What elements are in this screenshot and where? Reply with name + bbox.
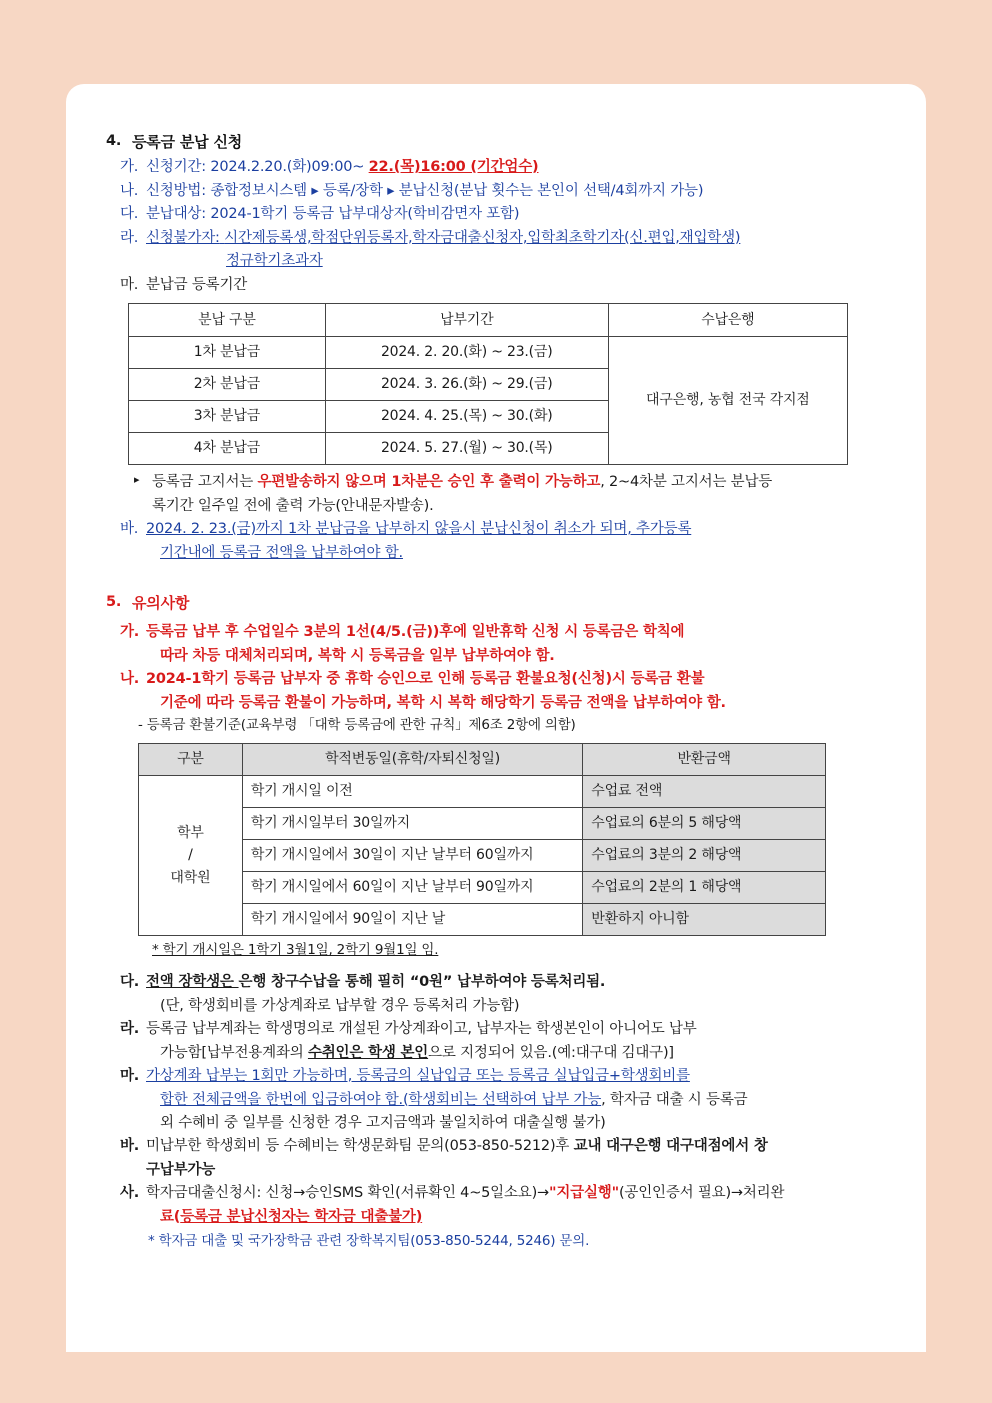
item-5-ma-line1: 가상계좌 납부는 1회만 가능하며, 등록금의 실납입금 또는 등록금 실납입금+학생회비를 — [146, 1068, 690, 1085]
section-4-title: 등록금 분납 신청 — [132, 133, 243, 151]
item-5-da-marker: 다. — [120, 974, 140, 991]
item-4-ra-line2: 정규학기초과자 — [226, 253, 323, 270]
section-4-heading — [106, 130, 886, 156]
refund-group-cell — [139, 776, 243, 936]
item-4-ga-marker: 가. — [120, 159, 139, 176]
item-5-ma-line2 — [160, 1089, 886, 1112]
item-5-ma-marker: 마. — [120, 1068, 140, 1085]
refund-row5-condition: 학기 개시일에서 90일이 지난 날 — [242, 904, 582, 936]
pay-row3-period: 2024. 4. 25.(목) ~ 30.(화) — [325, 401, 608, 433]
item-5-da-line1-b: 은행 창구수납을 통해 필히 “0원” 납부하여야 등록처리됨. — [238, 974, 606, 991]
item-5-na-line2: 기준에 따라 등록금 환불이 가능하며, 복학 시 복학 해당학기 등록금 전액을 납부하여야 함. — [160, 694, 726, 711]
item-4-ga — [120, 156, 886, 179]
item-5-ra-line2-c: 으로 지정되어 있음.(예:대구대 김대구)] — [428, 1044, 674, 1061]
pay-row1-period: 2024. 2. 20.(화) ~ 23.(금) — [325, 337, 608, 369]
item-5-na — [120, 668, 886, 715]
refund-row2-condition: 학기 개시일부터 30일까지 — [242, 808, 582, 840]
triangle-bullet-icon: ▸ — [134, 473, 140, 487]
item-4-ra-label: 신청불가자: — [146, 229, 220, 246]
refund-row4-amount: 수업료의 2분의 1 해당액 — [583, 872, 826, 904]
table-row — [139, 904, 826, 936]
refund-row1-amount: 수업료 전액 — [583, 776, 826, 808]
item-4-ra-line1 — [146, 230, 740, 246]
item-4-ra — [120, 227, 886, 274]
pay-row3-division: 3차 분납금 — [129, 401, 326, 433]
refund-th-amount: 반환금액 — [583, 744, 826, 776]
section-4-number: 4. — [106, 133, 122, 149]
refund-standard-caption: - 등록금 환불기준(교육부령 「대학 등록금에 관한 규칙」제6조 2항에 의함) — [138, 717, 576, 734]
item-4-ma-marker: 마. — [120, 276, 139, 293]
pay-row2-division: 2차 분납금 — [129, 369, 326, 401]
item-5-sa-line2-a: 료( — [160, 1208, 181, 1225]
item-5-ga-line1: 등록금 납부 후 수업일수 3분의 1선(4/5.(금))후에 일반휴학 신청 시 등록금은 학칙에 — [146, 624, 685, 641]
item-5-na-marker: 나. — [120, 671, 140, 688]
item-4-ra-body — [146, 227, 886, 274]
refund-standard-table — [138, 743, 826, 936]
item-4-na-label: 신청방법: — [146, 182, 206, 199]
refund-group-line3: 대학원 — [170, 870, 211, 887]
item-5-ga-line2: 따라 차등 대체처리되며, 복학 시 등록금을 일부 납부하여야 함. — [160, 647, 555, 664]
document-body — [106, 130, 886, 1253]
item-5-ma-line3: 외 수혜비 중 일부를 신청한 경우 고지금액과 불일치하여 대출실행 불가) — [160, 1115, 606, 1131]
item-4-ba-marker: 바. — [120, 521, 139, 538]
item-5-ra-line2-b: 수취인은 학생 본인 — [307, 1044, 429, 1061]
pay-th-division: 분납 구분 — [129, 304, 326, 337]
item-5-ra-line1: 등록금 납부계좌는 학생명의로 개설된 가상계좌이고, 납부자는 학생본인이 아니어도 납부 — [146, 1021, 697, 1038]
item-5-da-line1 — [146, 971, 886, 994]
item-4-ga-label: 신청기간: — [146, 159, 206, 176]
item-5-ma — [120, 1065, 886, 1135]
table-header-row — [139, 744, 826, 776]
item-4-da-marker: 다. — [120, 206, 139, 223]
item-4-ra-marker: 라. — [120, 229, 139, 246]
pay-th-period: 납부기간 — [325, 304, 608, 337]
note-bullet-4-line2: 록기간 일주일 전에 출력 가능(안내문자발송). — [152, 497, 434, 514]
item-4-ba — [120, 518, 886, 565]
installment-payment-table — [128, 303, 848, 465]
item-5-ga-marker: 가. — [120, 624, 140, 641]
pay-bank-cell: 대구은행, 농협 전국 각지점 — [608, 337, 847, 465]
table-row — [129, 337, 848, 369]
item-4-na-marker: 나. — [120, 182, 139, 199]
refund-th-division: 구분 — [139, 744, 243, 776]
pay-th-bank: 수납은행 — [608, 304, 847, 337]
table-row — [139, 840, 826, 872]
refund-row2-amount: 수업료의 6분의 5 해당액 — [583, 808, 826, 840]
pay-row4-division: 4차 분납금 — [129, 433, 326, 465]
item-4-ga-body — [146, 156, 886, 179]
table-row — [139, 872, 826, 904]
item-4-na-body — [146, 180, 886, 203]
table-row — [139, 776, 826, 808]
item-4-ma — [120, 274, 886, 297]
item-4-na — [120, 180, 886, 203]
item-5-ga — [120, 621, 886, 668]
item-4-na-text: 종합정보시스템 ▸ 등록/장학 ▸ 분납신청(분납 횟수는 본인이 선택/4회까지 가능) — [210, 182, 704, 199]
item-4-ga-text: 2024.2.20.(화)09:00~ — [210, 159, 365, 176]
refund-row5-amount: 반환하지 아니함 — [583, 904, 826, 936]
item-5-sa-line2-b: 등록금 분납신청자는 학자금 대출불가) — [180, 1208, 423, 1225]
section-5-title: 유의사항 — [132, 594, 190, 613]
item-5-sa-line1-c: (공인인증서 필요)→처리완 — [618, 1185, 785, 1202]
refund-row1-condition: 학기 개시일 이전 — [242, 776, 582, 808]
section-5-footnote: * 학자금 대출 및 국가장학금 관련 장학복지팀(053-850-5244, 5246) 문의. — [148, 1233, 590, 1250]
item-5-ra-marker: 라. — [120, 1021, 140, 1038]
item-5-da-line1-a: 전액 장학생은 — [146, 974, 239, 991]
refund-row3-condition: 학기 개시일에서 30일이 지난 날부터 60일까지 — [242, 840, 582, 872]
item-4-da — [120, 203, 886, 226]
item-4-ba-line2: 기간내에 등록금 전액을 납부하여야 함. — [160, 544, 403, 561]
item-5-ba — [120, 1135, 886, 1182]
refund-group-line2: / — [188, 847, 193, 864]
note-bullet-4 — [134, 471, 886, 518]
pay-row1-division: 1차 분납금 — [129, 337, 326, 369]
item-5-ba-line1-a: 미납부한 학생회비 등 수혜비는 학생문화팀 문의(053-850-5212)후 — [146, 1138, 574, 1155]
item-5-sa-line1-a: 학자금대출신청시: 신청→승인SMS 확인(서류확인 4~5일소요)→ — [146, 1185, 549, 1202]
section-5-heading — [106, 591, 886, 617]
refund-table-footnote: * 학기 개시일은 1학기 3월1일, 2학기 9월1일 임. — [152, 942, 439, 959]
item-5-ra-line2-a: 가능함[납부전용계좌의 — [160, 1044, 308, 1061]
item-4-da-body — [146, 203, 886, 226]
item-5-sa-line2 — [160, 1206, 886, 1229]
refund-th-change-date: 학적변동일(휴학/자퇴신청일) — [242, 744, 582, 776]
item-4-ra-text: 시간제등록생,학점단위등록자,학자금대출신청자,입학최초학기자(신.편입,재입학생) — [224, 229, 741, 246]
item-4-ba-line1: 2024. 2. 23.(금)까지 1차 분납금을 납부하지 않을시 분납신청이 취소가 되며, 추가등록 — [146, 521, 692, 538]
refund-row3-amount: 수업료의 3분의 2 해당액 — [583, 840, 826, 872]
refund-group-line1: 학부 — [177, 824, 204, 841]
note-bullet-4-text-b: , 2~4차분 고지서는 분납등 — [600, 474, 773, 491]
item-5-sa-marker: 사. — [120, 1185, 140, 1202]
document-page — [66, 84, 926, 1352]
item-5-da-line2: (단, 학생회비를 가상계좌로 납부할 경우 등록처리 가능함) — [160, 997, 520, 1014]
item-5-ra — [120, 1018, 886, 1065]
item-5-sa — [120, 1182, 886, 1229]
note-bullet-4-text-a: 등록금 고지서는 — [152, 474, 258, 491]
item-5-ma-line2-b: , 학자금 대출 시 등록금 — [601, 1091, 748, 1108]
item-5-sa-line1 — [146, 1182, 886, 1205]
refund-row4-condition: 학기 개시일에서 60일이 지난 날부터 90일까지 — [242, 872, 582, 904]
section-5-number: 5. — [106, 594, 122, 611]
item-4-ga-emphasis: 22.(목)16:00 (기간엄수) — [368, 159, 539, 176]
item-5-na-line1: 2024-1학기 등록금 납부자 중 휴학 승인으로 인해 등록금 환불요청(신청)시 등록금 환불 — [146, 671, 705, 688]
table-row — [139, 808, 826, 840]
item-5-ra-line2 — [160, 1042, 886, 1065]
item-5-sa-line1-b: "지급실행" — [549, 1185, 619, 1202]
item-5-ba-marker: 바. — [120, 1138, 140, 1155]
item-4-da-text: 2024-1학기 등록금 납부대상자(학비감면자 포함) — [210, 206, 520, 223]
item-5-ba-line1-b: 교내 대구은행 대구대점에서 창 — [573, 1138, 768, 1155]
note-bullet-4-emphasis: 우편발송하지 않으며 1차분은 승인 후 출력이 가능하고 — [257, 474, 601, 491]
item-5-ba-line1 — [146, 1135, 886, 1158]
item-5-da — [120, 971, 886, 1018]
table-header-row — [129, 304, 848, 337]
item-4-da-label: 분납대상: — [146, 206, 206, 223]
item-5-ba-line2: 구납부가능 — [146, 1161, 216, 1178]
item-5-ma-line2-a: 합한 전체금액을 한번에 입금하여야 함.(학생회비는 선택하여 납부 가능 — [160, 1091, 602, 1108]
pay-row2-period: 2024. 3. 26.(화) ~ 29.(금) — [325, 369, 608, 401]
item-4-ma-label: 분납금 등록기간 — [146, 276, 248, 293]
pay-row4-period: 2024. 5. 27.(월) ~ 30.(목) — [325, 433, 608, 465]
